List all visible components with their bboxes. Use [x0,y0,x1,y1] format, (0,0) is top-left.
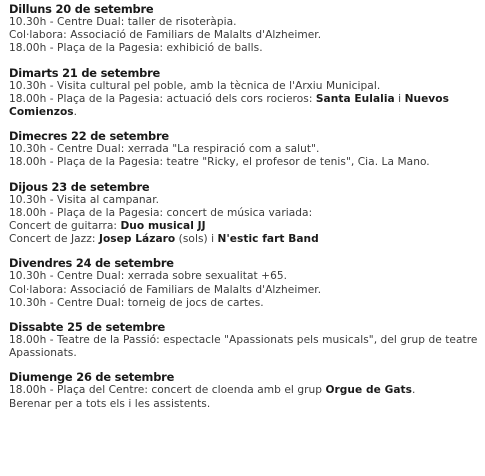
event-text: Concert de Jazz: [9,233,99,246]
performer-name: Orgue de Gats [325,384,413,397]
day-block-wednesday [9,129,485,169]
event-line [9,220,485,233]
performer-name: Nuevos Comienzos [9,92,449,119]
day-block-sunday [9,370,485,410]
day-title: Divendres 24 de setembre [9,256,174,271]
event-line: Col·labora: Associació de Familiars de Malalts d'Alzheimer. [9,283,322,296]
event-text: Concert de guitarra: [9,220,121,233]
day-block-tuesday [9,66,485,120]
event-line: 18.00h - Plaça de la Pagesia: exhibició de balls. [9,42,263,55]
performer-name: Josep Lázaro [98,233,176,246]
event-line: 10.30h - Centre Dual: torneig de jocs de cartes. [9,296,264,309]
event-text: 18.00h - Plaça de la Pagesia: actuació dels cors rocieros: [9,92,316,105]
day-title: Dijous 23 de setembre [9,179,150,194]
event-line: 10.30h - Centre Dual: taller de risoteràpia. [9,16,237,28]
event-text: (sols) i [175,233,218,246]
event-line: 10.30h - Centre Dual: xerrada sobre sexualitat +65. [9,270,288,283]
event-line: 10.30h - Centre Dual: xerrada "La respiració com a salut". [9,143,320,156]
event-line: Berenar per a tots els i les assistents. [9,397,211,410]
day-block-saturday [9,320,485,360]
day-title: Diumenge 26 de setembre [9,370,175,385]
event-line: 18.00h - Teatre de la Passió: espectacle "Apassionats pels musicals", del grup de teatre Apassionats. [9,334,478,360]
day-title: Dilluns 20 de setembre [9,2,154,16]
day-block-friday [9,256,485,310]
day-title: Dimarts 21 de setembre [9,65,161,80]
day-block-thursday [9,180,485,247]
event-line: 10.30h - Visita al campanar. [9,193,160,206]
event-line: Col·labora: Associació de Familiars de Malalts d'Alzheimer. [9,29,322,42]
event-line [9,93,479,119]
event-text: i [394,92,405,105]
event-text: . [412,384,416,397]
event-line: 18.00h - Plaça de la Pagesia: concert de música variada: [9,206,313,219]
event-line [9,233,485,246]
event-text: 18.00h - Plaça del Centre: concert de cloenda amb el grup [9,384,326,397]
day-title: Dimecres 22 de setembre [9,129,169,144]
day-block-monday [9,2,485,56]
performer-name: N'estic fart Band [217,233,319,246]
event-text: . [73,106,78,119]
event-line: 18.00h - Plaça de la Pagesia: teatre "Ricky, el profesor de tenis", Cia. La Mano. [9,156,430,169]
event-line [9,384,485,397]
performer-name: Santa Eulalia [315,92,395,105]
event-line: 10.30h - Visita cultural pel poble, amb la tècnica de l'Arxiu Municipal. [9,79,381,92]
performer-name: Duo musical JJ [120,220,206,233]
day-title: Dissabte 25 de setembre [9,320,165,335]
